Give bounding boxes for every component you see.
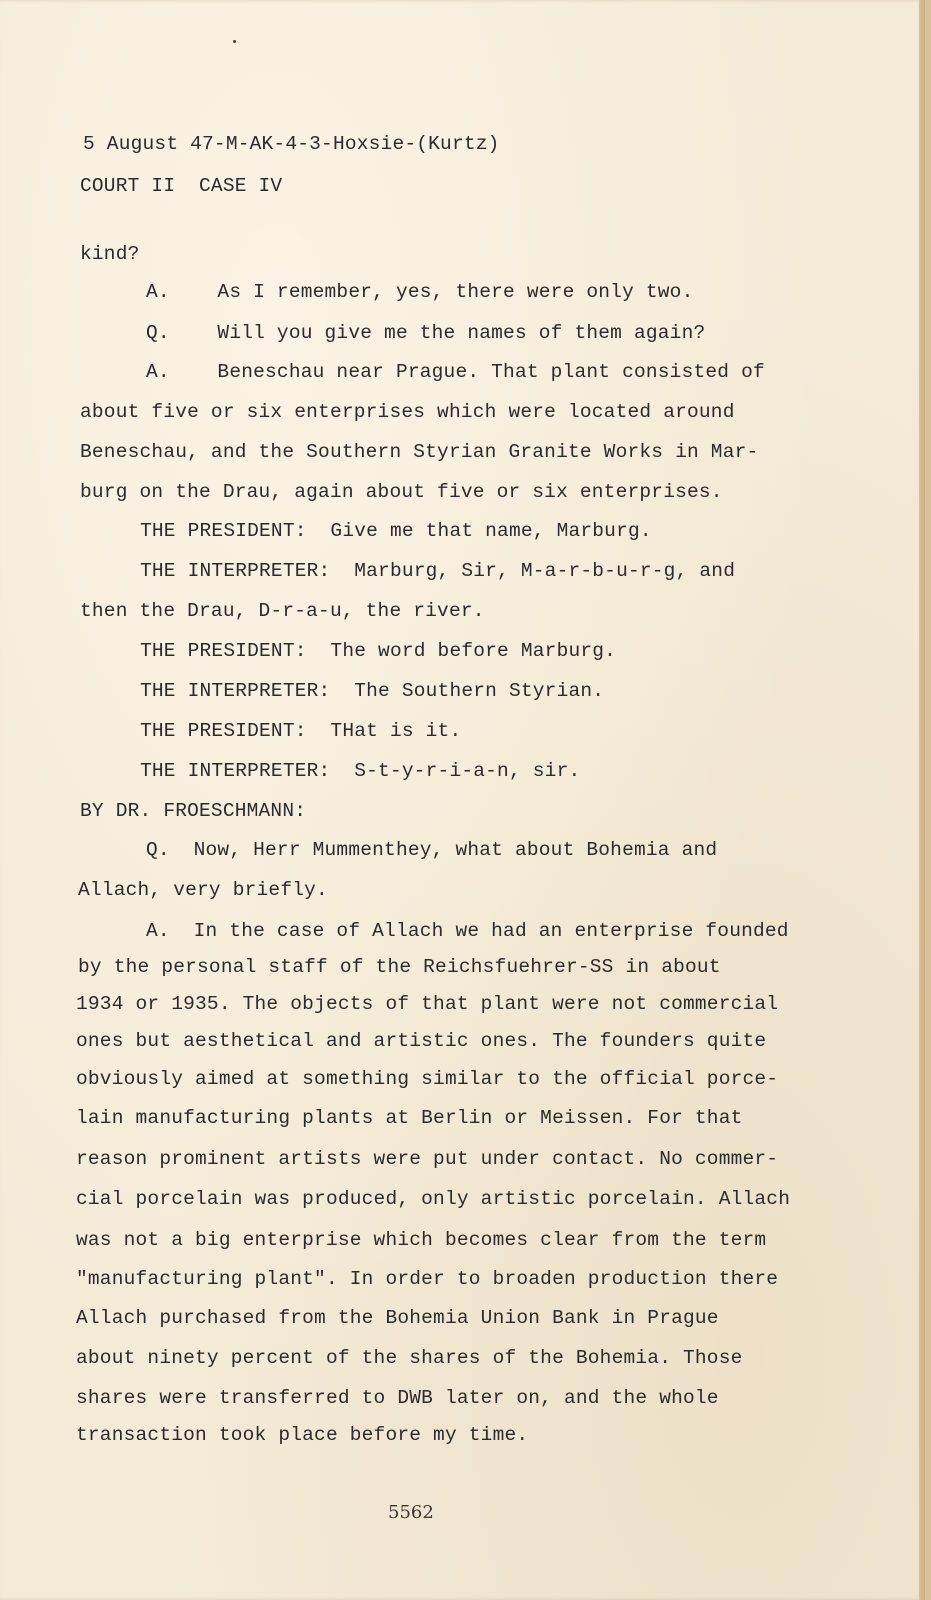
text-line: transaction took place before my time.	[76, 1424, 529, 1446]
text-line: THE INTERPRETER: S-t-y-r-i-a-n, sir.	[140, 760, 581, 782]
text-line: obviously aimed at something similar to the official porce-	[76, 1068, 779, 1090]
text-line: Allach purchased from the Bohemia Union Bank in Prague	[76, 1307, 719, 1329]
text-line: about ninety percent of the shares of the Bohemia. Those	[76, 1347, 743, 1369]
text-line: Q. Now, Herr Mummenthey, what about Bohemia and	[146, 839, 718, 861]
text-line: Q. Will you give me the names of them again?	[146, 322, 706, 344]
text-line: ones but aesthetical and artistic ones. The founders quite	[76, 1030, 767, 1052]
text-line: Beneschau, and the Southern Styrian Granite Works in Mar-	[80, 441, 759, 463]
paper-edge	[919, 0, 925, 1600]
text-line: A. As I remember, yes, there were only two.	[146, 281, 694, 303]
text-line: lain manufacturing plants at Berlin or Meissen. For that	[76, 1107, 743, 1129]
text-line: 1934 or 1935. The objects of that plant were not commercial	[76, 993, 779, 1015]
text-line: "manufacturing plant". In order to broaden production there	[76, 1268, 779, 1290]
page-number: 5562	[388, 1502, 434, 1523]
text-line: reason prominent artists were put under contact. No commer-	[76, 1148, 779, 1170]
text-line: cial porcelain was produced, only artistic porcelain. Allach	[76, 1188, 791, 1210]
text-line: kind?	[80, 243, 140, 265]
text-line: THE PRESIDENT: THat is it.	[140, 720, 462, 742]
text-line: THE INTERPRETER: The Southern Styrian.	[140, 680, 605, 702]
text-line: by the personal staff of the Reichsfuehrer-SS in about	[78, 956, 721, 978]
text-line: burg on the Drau, again about five or six enterprises.	[80, 481, 723, 503]
text-line: BY DR. FROESCHMANN:	[80, 800, 307, 822]
header-reference: 5 August 47-M-AK-4-3-Hoxsie-(Kurtz)	[83, 133, 500, 155]
text-line: A. In the case of Allach we had an enterprise founded	[146, 920, 789, 942]
text-line: then the Drau, D-r-a-u, the river.	[80, 600, 485, 622]
text-line: about five or six enterprises which were located around	[80, 401, 735, 423]
text-line: A. Beneschau near Prague. That plant consisted of	[146, 361, 765, 383]
text-line: THE INTERPRETER: Marburg, Sir, M-a-r-b-u-r-g, and	[140, 560, 736, 582]
text-line: THE PRESIDENT: Give me that name, Marburg.	[140, 520, 652, 542]
paper-speck	[233, 40, 236, 43]
text-line: shares were transferred to DWB later on, and the whole	[76, 1387, 719, 1409]
text-line: Allach, very briefly.	[78, 879, 328, 901]
text-line: was not a big enterprise which becomes clear from the term	[76, 1229, 767, 1251]
text-line: THE PRESIDENT: The word before Marburg.	[140, 640, 617, 662]
header-court-case: COURT II CASE IV	[80, 175, 283, 197]
